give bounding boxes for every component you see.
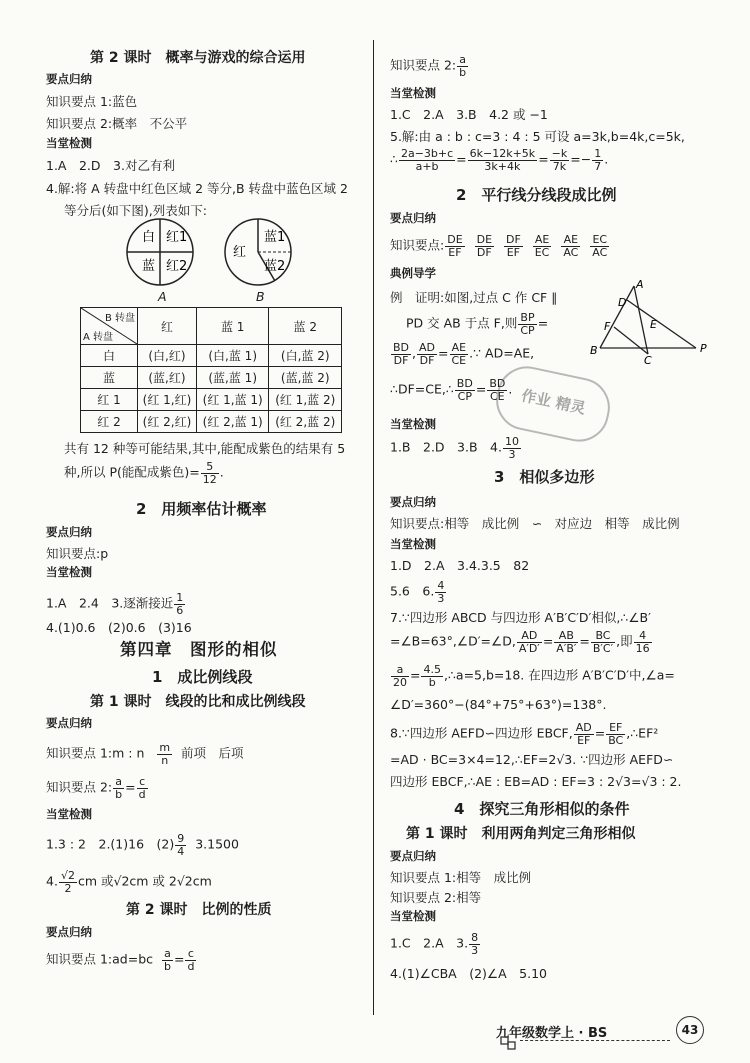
section-title: 1 成比例线段 [152, 668, 253, 686]
table-row: 蓝 (蓝,红) (蓝,蓝 1) (蓝,蓝 2) [81, 367, 342, 389]
section-title: 2 平行线分线段成比例 [456, 186, 617, 204]
answer-line: 1.D 2.A 3.4.3.5 82 [390, 558, 530, 573]
answer-line: ∴ $\frac{2a-3b+c}{a+b}$ = $\frac{6k-12k+5k}{3k+4k}$ = $\frac{-k}{7k}$ =− $\frac{1}{7}$ . [390, 147, 609, 173]
answer-line: 1.B 2.D 3.B 4. $\frac{10}{3}$ [390, 435, 519, 461]
lesson-title: 第 2 课时 比例的性质 [126, 902, 272, 918]
answer-line: 知识要点:p [46, 546, 109, 561]
answer-line: 知识要点 1:ad=bc $\frac{a}{b}$ = $\frac{c}{d}$ [46, 947, 195, 973]
answer-line: 知识要点 2: $\frac{a}{b}$ = $\frac{c}{d}$ [46, 775, 146, 801]
answer-line: 知识要点 2: $\frac{a}{b}$ [390, 53, 467, 79]
answer-line: =AD · BC=3×4=12,∴EF=2√3. ∵四边形 AEFD∽ [390, 752, 674, 767]
spinner-a-cell: 白 [142, 230, 156, 245]
answer-line: 等分后(如下图),列表如下: [64, 203, 207, 218]
section-label: 当堂检测 [390, 417, 436, 431]
answer-line: 知识要点:相等 成比例 ∽ 对应边 相等 成比例 [390, 516, 680, 531]
column-divider [373, 40, 374, 1015]
section-label: 要点归纳 [46, 716, 92, 730]
section-label: 当堂检测 [390, 86, 436, 100]
answer-line: 四边形 EBCF,∴AE : EB=AD : EF=3 : 2√3=√3 : 2. [390, 774, 682, 789]
section-label: 要点归纳 [46, 72, 92, 86]
spinner-label: B [256, 289, 265, 304]
answer-line: 共有 12 种等可能结果,其中,能配成紫色的结果有 5 [64, 441, 346, 456]
spinner-label: A [158, 289, 167, 304]
footer-ornament-icon [500, 1036, 518, 1050]
answer-line: ∴DF=CE,∴ $\frac{BD}{CP}$ = $\frac{BD}{CE}$ . [390, 377, 513, 403]
section-label: 要点归纳 [390, 495, 436, 509]
chapter-title: 第四章 图形的相似 [120, 640, 278, 659]
segment-dp [627, 300, 696, 348]
footer-grade: 九年级数学上 · BS [496, 1026, 608, 1041]
spinner-b-cell: 蓝1 [264, 230, 286, 245]
answer-line: 种,所以 P(能配成紫色)= $\frac{5}{12}$ . [64, 460, 224, 486]
answer-line: 1.C 2.A 3.B 4.2 或 −1 [390, 107, 548, 122]
spinner-diagram [120, 212, 310, 302]
spinner-b-cell: 蓝2 [264, 259, 286, 274]
point-label: F [604, 320, 611, 333]
outcome-table [80, 307, 342, 433]
table-row: 红 1 (红 1,红) (红 1,蓝 1) (红 1,蓝 2) [81, 389, 342, 411]
table-corner-cell: B 转盘 A 转盘 [81, 308, 138, 345]
spinner-a-cell: 红2 [166, 259, 188, 274]
point-label: D [618, 296, 627, 309]
answer-line: 5.6 6. $\frac{4}{3}$ [390, 579, 445, 605]
section-title: 2 用频率估计概率 [136, 500, 267, 518]
point-label: P [700, 342, 707, 355]
point-label: A [636, 280, 644, 291]
answer-line: 知识要点 1:相等 成比例 [390, 870, 532, 885]
section-title: 3 相似多边形 [494, 468, 595, 486]
answer-line: 知识要点: $\frac{DE}{EF}$ $\frac{DE}{DF}$ $\frac{DF}{EF}$ $\frac{AE}{EC}$ $\frac{AE}{AC}$ $\frac{EC}{AC}$ [390, 233, 608, 259]
answer-line: 4.(1)∠CBA (2)∠A 5.10 [390, 966, 547, 981]
section-title: 4 探究三角形相似的条件 [454, 800, 630, 818]
section-label: 要点归纳 [390, 211, 436, 225]
point-label: C [644, 354, 652, 366]
answer-line: 5.解:由 a : b : c=3 : 4 : 5 可设 a=3k,b=4k,c=5k, [390, 129, 685, 144]
spinner-b-cell: 红 [233, 245, 247, 260]
lesson-title: 第 1 课时 线段的比和成比例线段 [90, 694, 306, 710]
section-label: 当堂检测 [46, 565, 92, 579]
section-label: 要点归纳 [390, 849, 436, 863]
spinner-a-cell: 红1 [166, 230, 188, 245]
answer-line: PD 交 AB 于点 F,则 $\frac{BP}{CP}$ = [406, 311, 549, 337]
table-header: 蓝 2 [269, 308, 342, 345]
table-row: 白 (白,红) (白,蓝 1) (白,蓝 2) [81, 345, 342, 367]
triangle-figure [590, 280, 718, 366]
page-number: 43 [676, 1016, 704, 1044]
answer-line: 例 证明:如图,过点 C 作 CF ∥ [390, 290, 558, 305]
answer-line: 8.∵四边形 AEFD∽四边形 EBCF, $\frac{AD}{EF}$ = $\frac{EF}{BC}$ ,∴EF² [390, 721, 659, 747]
watermark-stamp: 作业 精灵 [491, 361, 616, 447]
point-label: B [590, 344, 598, 357]
answer-line: 4.(1)0.6 (2)0.6 (3)16 [46, 620, 192, 635]
answer-line: 1.3 : 2 2.(1)16 (2) $\frac{9}{4}$ 3.1500 [46, 832, 239, 858]
point-label: E [650, 318, 657, 331]
section-label: 要点归纳 [46, 525, 92, 539]
answer-line: 7.∵四边形 ABCD 与四边形 A′B′C′D′相似,∴∠B′ [390, 610, 651, 625]
answer-line: 1.A 2.D 3.对乙有利 [46, 158, 175, 173]
table-header: 红 [138, 308, 197, 345]
answer-line: $\frac{BD}{DF}$ , $\frac{AD}{DF}$ = $\frac{AE}{CE}$ .∵ AD=AE, [393, 341, 535, 367]
answer-line: =∠B=63°,∠D′=∠D, $\frac{AD}{A'D'}$ = $\frac{AB}{A'B'}$ = $\frac{BC}{B'C'}$ ,即 $\frac{4}{16}$ [390, 629, 650, 655]
answer-line: 4.解:将 A 转盘中红色区域 2 等分,B 转盘中蓝色区域 2 [46, 181, 348, 196]
section-label: 当堂检测 [390, 537, 436, 551]
answer-line: $\frac{a}{20}$ = $\frac{4.5}{b}$ ,∴a=5,b=18. 在四边形 A′B′C′D′中,∠a= [393, 663, 675, 689]
footer-line [520, 1040, 670, 1041]
table-header: 蓝 1 [196, 308, 269, 345]
answer-line: ∠D′=360°−(84°+75°+63°)=138°. [390, 697, 607, 712]
table-row [81, 308, 342, 345]
answer-line: 知识要点 2:概率 不公平 [46, 116, 188, 131]
section-label: 要点归纳 [46, 925, 92, 939]
section-label: 当堂检测 [390, 909, 436, 923]
answer-line: 知识要点 2:相等 [390, 890, 482, 905]
lesson-title: 第 1 课时 利用两角判定三角形相似 [406, 826, 636, 842]
section-label: 当堂检测 [46, 807, 92, 821]
answer-line: 1.C 2.A 3. $\frac{8}{3}$ [390, 931, 479, 957]
answer-line: 1.A 2.4 3.逐渐接近 $\frac{1}{6}$ [46, 591, 184, 617]
section-label: 当堂检测 [46, 136, 92, 150]
section-label: 典例导学 [390, 266, 436, 280]
answer-line: 4. $\frac{√2}{2}$ cm 或√2cm 或 2√2cm [46, 869, 212, 895]
lesson-title: 第 2 课时 概率与游戏的综合运用 [90, 50, 306, 66]
answer-line: 知识要点 1:蓝色 [46, 94, 138, 109]
answer-line: 知识要点 1:m : n $\frac{m}{n}$ 前项 后项 [46, 741, 244, 767]
spinner-a-cell: 蓝 [142, 259, 156, 274]
table-row: 红 2 (红 2,红) (红 2,蓝 1) (红 2,蓝 2) [81, 411, 342, 433]
